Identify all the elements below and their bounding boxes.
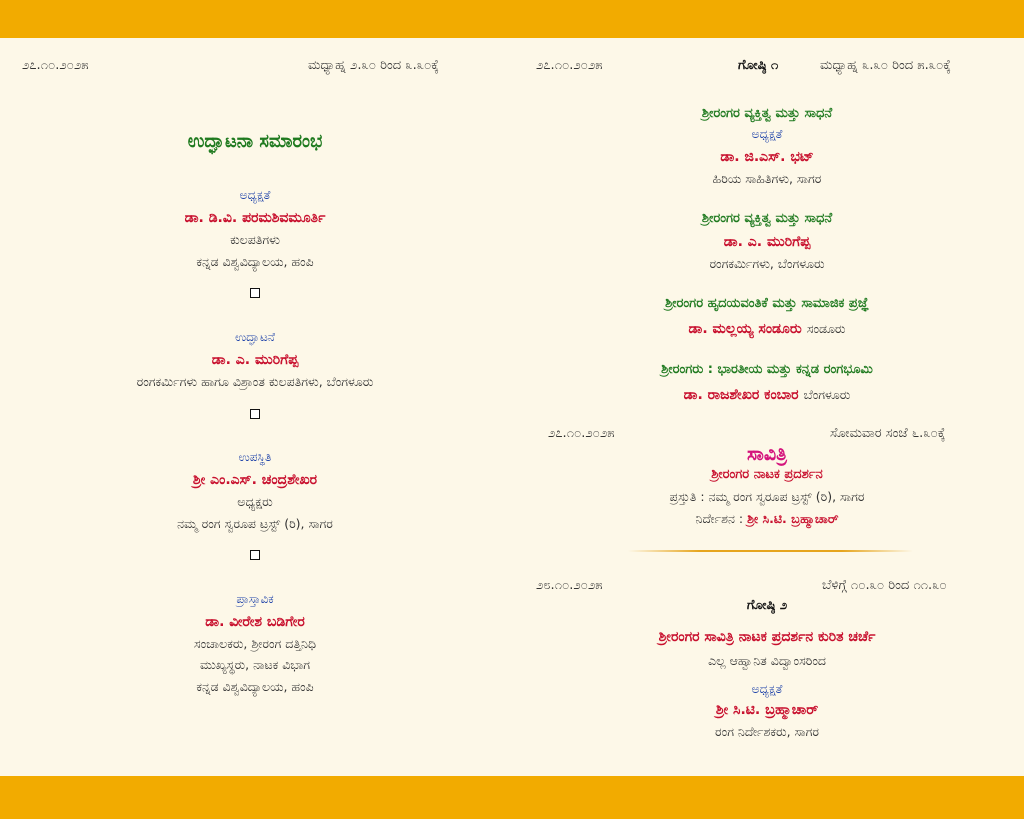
session-topic: ಶ್ರೀರಂಗರ ಹೃದಯವಂತಿಕೆ ಮತ್ತು ಸಾಮಾಜಿಕ ಪ್ರಜ್ಞೆ: [665, 296, 869, 311]
role-label: ಅಧ್ಯಕ್ಷತೆ: [751, 127, 783, 141]
speaker-line: [688, 318, 845, 337]
session2-time: ಬೆಳಿಗ್ಗೆ ೧೦.೩೦ ರಿಂದ ೧೧.೩೦: [822, 578, 947, 593]
session1-date: ೨೭.೧೦.೨೦೨೫: [536, 58, 603, 73]
left-time: ಮಧ್ಯಾಹ್ನ ೨.೩೦ ರಿಂದ ೩.೩೦ಕ್ಕೆ: [308, 58, 439, 73]
role-label: ಉದ್ಘಾಟನೆ: [235, 330, 275, 344]
director-label: ನಿರ್ದೇಶನ :: [695, 511, 744, 526]
inauguration-title: ಉದ್ಘಾಟನಾ ಸಮಾರಂಭ: [187, 131, 323, 152]
session-topic: ಶ್ರೀರಂಗರು : ಭಾರತೀಯ ಮತ್ತು ಕನ್ನಡ ರಂಗಭೂಮಿ: [661, 362, 873, 377]
role-label: ಪ್ರಾಸ್ತಾವಿಕ: [236, 592, 274, 606]
speaker-line: [684, 384, 851, 403]
session2-date: ೨೮.೧೦.೨೦೨೫: [536, 578, 603, 593]
gold-divider: [628, 550, 913, 552]
play-title: ಸಾವಿತ್ರಿ: [747, 443, 787, 465]
presents-label: ಪ್ರಸ್ತುತಿ :: [669, 489, 705, 504]
person-desc: ರಂಗಕರ್ಮಿಗಳು ಹಾಗೂ ವಿಶ್ರಾಂತ ಕುಲಪತಿಗಳು, ಬೆಂಗಳೂರು: [136, 374, 374, 389]
person-desc: ರಂಗಕರ್ಮಿಗಳು, ಬೆಂಗಳೂರು: [709, 256, 825, 271]
person-desc: ರಂಗ ನಿರ್ದೇಶಕರು, ಸಾಗರ: [715, 724, 819, 739]
role-label: ಉಪಸ್ಥಿತಿ: [238, 450, 272, 464]
session-subtitle: ಎಲ್ಲ ಆಹ್ವಾನಿತ ವಿದ್ವಾಂಸರಿಂದ: [708, 653, 826, 668]
box-divider-icon: [250, 288, 260, 298]
play-date: ೨೭.೧೦.೨೦೨೫: [548, 426, 615, 441]
person-desc: ಕನ್ನಡ ವಿಶ್ವವಿದ್ಯಾಲಯ, ಹಂಪಿ: [196, 254, 314, 269]
bottom-band: [0, 776, 1024, 819]
person-place: ಸಂಡೂರು: [806, 321, 846, 336]
role-label: ಅಧ್ಯಕ್ಷತೆ: [239, 188, 271, 202]
person-desc: ಮುಖ್ಯಸ್ಥರು, ನಾಟಕ ವಿಭಾಗ: [199, 657, 311, 672]
person-name: ಡಾ. ಎ. ಮುರಿಗೆಪ್ಪ: [211, 352, 299, 368]
director-line: [696, 511, 839, 527]
person-name: ಡಾ. ಜಿ.ಎಸ್. ಭಟ್: [720, 149, 814, 165]
person-desc: ಸಂಚಾಲಕರು, ಶ್ರೀರಂಗ ದತ್ತಿನಿಧಿ: [193, 636, 317, 651]
person-desc: ಕನ್ನಡ ವಿಶ್ವವಿದ್ಯಾಲಯ, ಹಂಪಿ: [196, 679, 314, 694]
person-name: ಡಾ. ವೀರೇಶ ಬಡಿಗೇರ: [205, 614, 305, 630]
session1-time: ಮಧ್ಯಾಹ್ನ ೩.೩೦ ರಿಂದ ೫.೩೦ಕ್ಕೆ: [820, 58, 951, 73]
top-band: [0, 0, 1024, 38]
presents-value: ನಮ್ಮ ರಂಗ ಸ್ವರೂಪ ಟ್ರಸ್ಟ್ (ರಿ), ಸಾಗರ: [708, 489, 865, 504]
person-place: ಬೆಂಗಳೂರು: [803, 387, 851, 402]
session2-label: ಗೋಷ್ಠಿ ೨: [746, 598, 788, 613]
person-name: ಶ್ರೀ ಸಿ.ಟಿ. ಬ್ರಹ್ಮಾಚಾರ್: [715, 702, 819, 718]
box-divider-icon: [250, 409, 260, 419]
session-topic: ಶ್ರೀರಂಗರ ವ್ಯಕ್ತಿತ್ವ ಮತ್ತು ಸಾಧನೆ: [701, 106, 833, 121]
session-topic: ಶ್ರೀರಂಗರ ವ್ಯಕ್ತಿತ್ವ ಮತ್ತು ಸಾಧನೆ: [701, 211, 833, 226]
role-label: ಅಧ್ಯಕ್ಷತೆ: [751, 682, 783, 696]
person-desc: ಅಧ್ಯಕ್ಷರು: [237, 494, 273, 509]
person-desc: ನಮ್ಮ ರಂಗ ಸ್ವರೂಪ ಟ್ರಸ್ಟ್ (ರಿ), ಸಾಗರ: [177, 516, 333, 531]
person-name: ಶ್ರೀ ಎಂ.ಎಸ್. ಚಂದ್ರಶೇಖರ: [192, 472, 318, 488]
director-value: ಶ್ರೀ ಸಿ.ಟಿ. ಬ್ರಹ್ಮಾಚಾರ್: [747, 511, 839, 526]
person-desc: ಹಿರಿಯ ಸಾಹಿತಿಗಳು, ಸಾಗರ: [712, 171, 822, 186]
session1-label: ಗೋಷ್ಠಿ ೧: [738, 58, 779, 73]
play-time: ಸೋಮವಾರ ಸಂಜೆ ೬.೩೦ಕ್ಕೆ: [830, 426, 946, 441]
presents-line: [670, 489, 865, 505]
person-desc: ಕುಲಪತಿಗಳು: [230, 232, 280, 247]
person-name: ಡಾ. ಎ. ಮುರಿಗೆಪ್ಪ: [723, 234, 811, 250]
box-divider-icon: [250, 550, 260, 560]
session-topic: ಶ್ರೀರಂಗರ ಸಾವಿತ್ರಿ ನಾಟಕ ಪ್ರದರ್ಶನ ಕುರಿತ ಚರ್ಚೆ: [658, 629, 876, 645]
person-name: ಡಾ. ರಾಜಶೇಖರ ಕಂಬಾರ: [683, 387, 799, 403]
person-name: ಡಾ. ಡಿ.ವಿ. ಪರಮಶಿವಮೂರ್ತಿ: [184, 210, 326, 226]
person-name: ಡಾ. ಮಲ್ಲಯ್ಯ ಸಂಡೂರು: [688, 321, 802, 337]
left-date: ೨೭.೧೦.೨೦೨೫: [22, 58, 89, 73]
play-subtitle: ಶ್ರೀರಂಗರ ನಾಟಕ ಪ್ರದರ್ಶನ: [711, 467, 823, 482]
